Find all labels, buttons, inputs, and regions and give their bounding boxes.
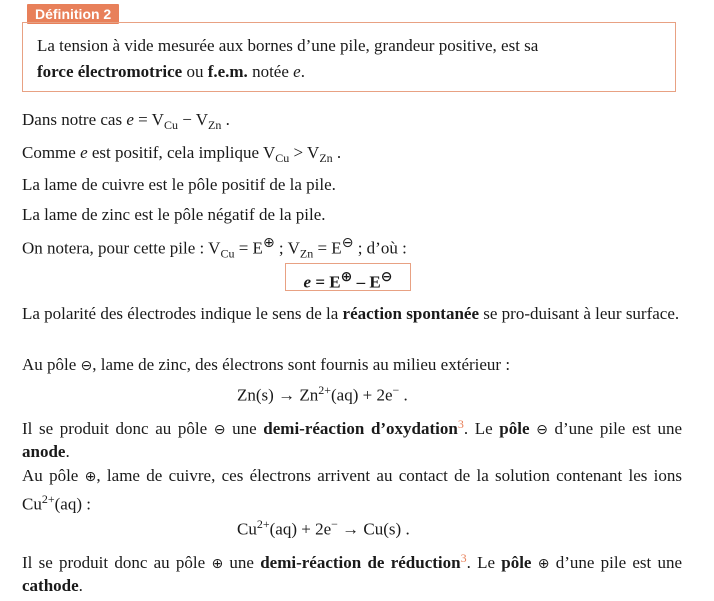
line-2: Comme e est positif, cela implique $V_{Cu} > V_{Zn}$ . [22,143,342,165]
line-4: La lame de zinc est le pôle négatif de la pile. [22,205,326,224]
line-1: Dans notre cas $e = V_{Cu} - V_{Zn}$ . [22,110,230,132]
dot: . [300,62,305,81]
line-3: La lame de cuivre est le pôle positif de la pile. [22,175,336,194]
var-e: e [293,62,301,81]
text-or: ou [182,62,208,81]
line-5: On notera, pour cette pile : $V_{Cu} = E^\oplus$ ; $V_{Zn} = E^⊖$ ; d’où : [22,235,407,261]
equation-reduction: $Cu^{2+}(aq) + 2e^- \to Cu(s)$ . [237,517,410,539]
emf-formula-box: e = E⊕ – E⊖ [285,263,411,291]
definition-badge: Définition 2 [27,4,119,24]
equation-oxidation: $Zn(s) \to Zn^{2+}(aq) + 2e^-$ . [237,383,408,405]
definition-box [22,22,676,92]
paragraph-anode: Il se produit donc au pôle ⊖ une demi-réaction d’oxydation$^3$. Le pôle ⊖ d’une pile est une anode. [22,417,683,461]
paragraph-polarity: La polarité des électrodes indique le sens de la réaction spontanée se pro-duisant à leur surface. [22,304,680,323]
definition-text: La tension à vide mesurée aux bornes d’une pile, grandeur positive, est sa [37,36,539,55]
paragraph-copper-pole: Au pôle ⊕, lame de cuivre, ces électrons arrivent au contact de la solution contenant les ions $Cu^{2+}(aq)$ : [22,466,683,514]
term-fem: f.e.m. [207,62,248,81]
term-force: force électromotrice [37,62,183,81]
paragraph-cathode: Il se produit donc au pôle ⊕ une demi-réaction de réduction$^3$. Le pôle ⊕ d’une pile est une cathode. [22,551,683,595]
paragraph-zinc-pole: Au pôle ⊖, lame de zinc, des électrons sont fournis au milieu extérieur : [22,355,511,374]
text-notee: notée [247,62,294,81]
